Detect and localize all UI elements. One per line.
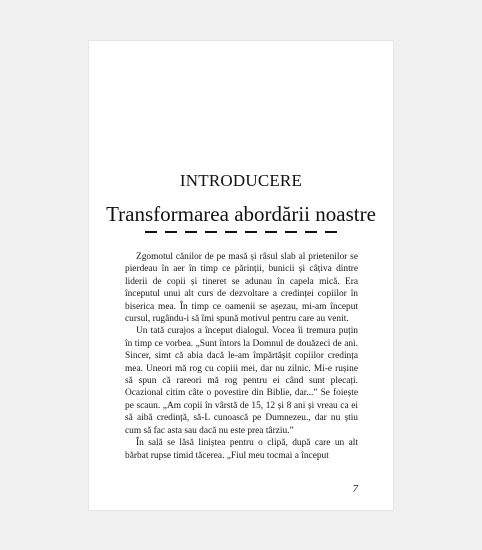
dash: [225, 231, 237, 233]
book-page: [89, 41, 393, 510]
paragraph: Zgomotul cănilor de pe masă și râsul slab al prietenilor se pierdeau în aer în timp ce părinții, bunicii și câțiva dintre liderii de copii și tineret se adunau în capela mică. Era începutul unui alt curs de dezvoltare a credinței copiilor în biserica mea. În timp ce oamenii se așezau, mi-am început cursul, rugându-i să îmi spună motivul pentru care au venit.: [125, 252, 358, 325]
body-text: [125, 251, 358, 462]
dash: [185, 231, 197, 233]
dash: [205, 231, 217, 233]
dash: [265, 231, 277, 233]
paragraph: În sală se lăsă liniștea pentru o clipă, după care un alt bărbat rupse timid tăcerea. „Fiul meu tocmai a început: [125, 438, 358, 461]
dash: [305, 231, 317, 233]
dash: [285, 231, 297, 233]
paragraph: Un tată curajos a început dialogul. Vocea îi tremura puțin în timp ce vorbea. „Sunt întors la Domnul de douăzeci de ani. Sincer, simt că abia dacă le-am împărtășit copiilor credința mea. Uneori mă rog cu copiii mei, dar nu zilnic. Mi-e rușine să spun că rareori mă rog pentru ei când sunt plecați. Ocazional citim câte o povestire din Biblie, dar...” Se foiește pe scaun. „Am copii în vârstă de 15, 12 și 8 ani și vreau ca ei să aibă credință, să-L cunoască pe Dumnezeu., dar nu știu cum să fac asta sau dacă nu este prea târziu.”: [125, 326, 358, 436]
dash: [325, 231, 337, 233]
dash: [165, 231, 177, 233]
chapter-label: INTRODUCERE: [179, 171, 303, 190]
dash: [245, 231, 257, 233]
decorative-dash-rule: [145, 231, 337, 234]
page-number: 7: [352, 483, 358, 495]
chapter-title: Transformarea abordării noastre: [106, 202, 376, 226]
dash: [145, 231, 157, 233]
